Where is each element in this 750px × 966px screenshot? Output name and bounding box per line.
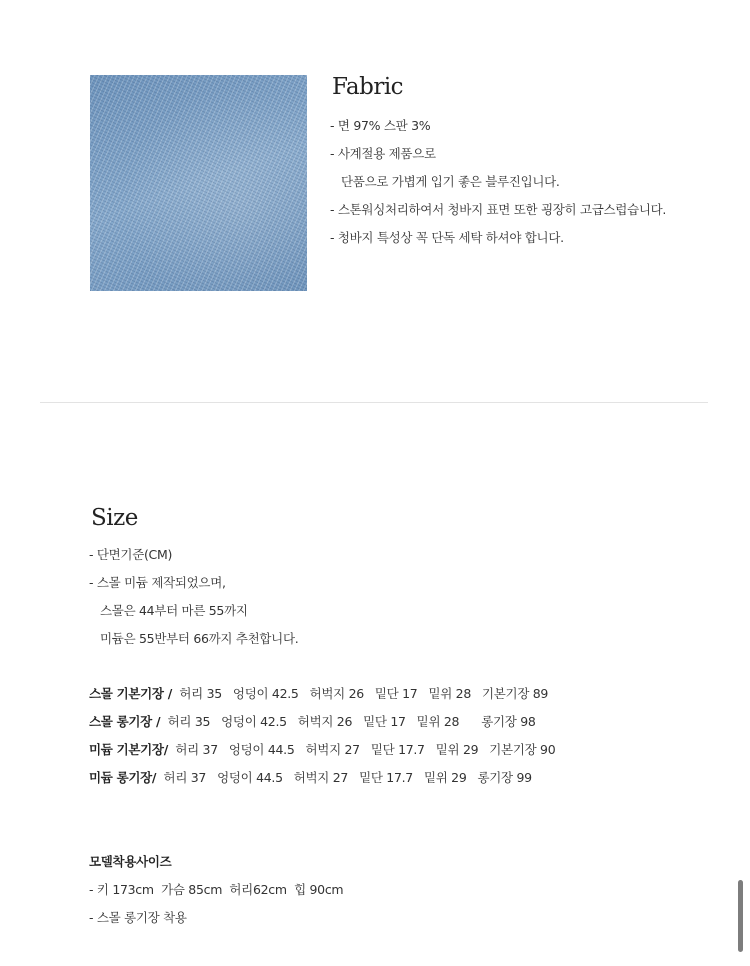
fabric-details [330,116,666,256]
size-line: 미듐은 55반부터 66까지 추천합니다. [89,631,299,646]
size-spec-row [89,712,555,740]
size-spec-values: 허리 35 엉덩이 42.5 허벅지 26 밑단 17 밑위 28 롱기장 98 [160,714,536,729]
model-line: - 키 173cm 가슴 85cm 허리62cm 힙 90cm [89,882,344,897]
fabric-line: 단품으로 가볍게 입기 좋은 블루진입니다. [330,174,560,189]
size-line: - 스몰 미듐 제작되었으며, [89,575,226,590]
size-notes [89,545,298,657]
size-spec-label: 스몰 롱기장 / [89,714,161,729]
size-spec-label: 스몰 기본기장 / [89,686,173,701]
size-spec-values: 허리 37 엉덩이 44.5 허벅지 27 밑단 17.7 밑위 29 기본기장 90 [167,742,556,757]
scrollbar-thumb[interactable] [738,880,743,952]
fabric-title: Fabric [332,74,404,100]
model-size-title: 모델착용사이즈 [89,854,172,869]
size-line: 스몰은 44부터 마른 55까지 [89,603,248,618]
size-spec-values: 허리 35 엉덩이 42.5 허벅지 26 밑단 17 밑위 28 기본기장 89 [172,686,549,701]
fabric-line: - 면 97% 스판 3% [330,118,431,133]
fabric-line: - 청바지 특성상 꼭 단독 세탁 하셔야 합니다. [330,230,564,245]
denim-fabric-image [90,75,307,291]
size-spec-row [89,684,555,712]
size-spec-values: 허리 37 엉덩이 44.5 허벅지 27 밑단 17.7 밑위 29 롱기장 99 [156,770,532,785]
size-spec-label: 미듐 기본기장/ [89,742,168,757]
size-spec-table [89,684,555,796]
model-size-details [89,880,343,936]
size-title: Size [91,505,138,531]
fabric-line: - 스톤워싱처리하여서 청바지 표면 또한 굉장히 고급스럽습니다. [330,202,667,217]
size-spec-row [89,740,555,768]
fabric-line: - 사계절용 제품으로 [330,146,436,161]
size-spec-label: 미듐 롱기장/ [89,770,157,785]
size-spec-row [89,768,555,796]
section-divider [40,402,708,403]
size-line: - 단면기준(CM) [89,547,173,562]
model-line: - 스몰 롱기장 착용 [89,910,187,925]
